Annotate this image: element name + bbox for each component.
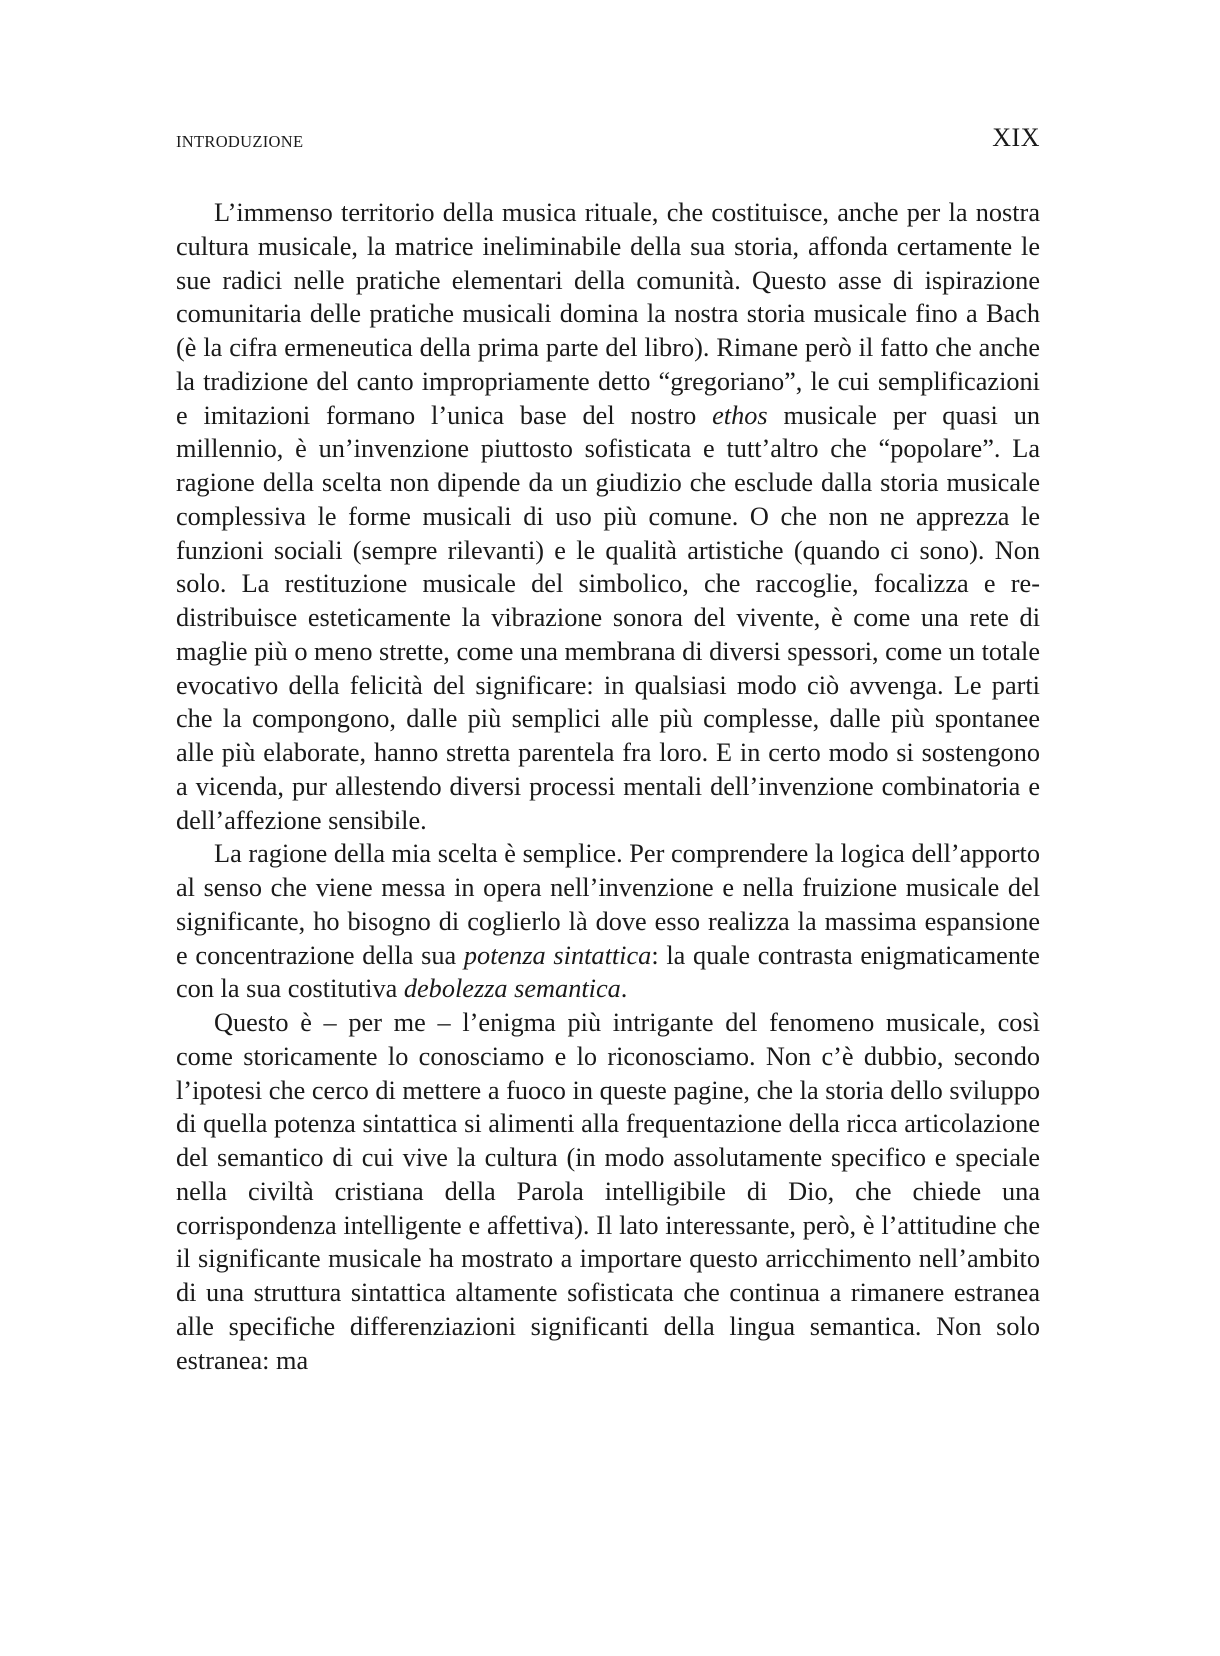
paragraph-1	[176, 196, 1040, 837]
italic-term-debolezza-semantica: debolezza semantica	[403, 974, 621, 1004]
running-head	[176, 122, 1040, 158]
paragraph-3	[176, 1006, 1040, 1377]
book-page	[176, 0, 1040, 1656]
body-text	[176, 196, 1040, 1377]
running-title: INTRODUZIONE	[176, 132, 304, 151]
text-run: musicale per quasi un millennio, è un’invenzione piuttosto sofisticata e tutt’altro che “popolare”. La ragione della scelta non dipende da un giudizio che esclude dalla storia musicale complessiva le forme musicali di uso più comune. O che non ne apprezza le funzioni sociali (sempre rilevanti) e le qualità artistiche (quando ci sono). Non solo. La restituzione musicale del simbolico, che raccoglie, focalizza e redistribuisce esteticamente la vibrazione sonora del vivente, è come una rete di maglie più o meno strette, come una membrana di diversi spessori, come un totale evocativo della felicità del significare: in qualsiasi modo ciò avvenga. Le parti che la compongono, dalle più semplici alle più complesse, dalle più spontanee alle più elaborate, hanno stretta parentela fra loro. E in certo modo si sostengono a vicenda, pur allestendo diversi processi mentali dell’invenzione combinatoria e dell’affezione sensibile.	[176, 400, 1040, 835]
text-run: Questo è – per me – l’enigma più intrigante del fenomeno musicale, così come storicamente lo conosciamo e lo riconosciamo. Non c’è dubbio, secondo l’ipotesi che cerco di mettere a fuoco in queste pagine, che la storia dello sviluppo di quella potenza sintattica si alimenti alla frequentazione della ricca articolazione del semantico di cui vive la cultura (in modo assolutamente specifico e speciale nella civiltà cristiana della Parola intelligibile di Dio, che chiede una corrispondenza intelligente e affettiva). Il lato interessante, però, è l’attitudine che il significante musicale ha mostrato a importare questo arricchimento nell’ambito di una struttura sintattica altamente sofisticata che continua a rimanere estranea alle specifiche differenziazioni significanti della lingua semantica. Non solo estranea: ma	[176, 1008, 1040, 1375]
text-run: L’immenso territorio della musica rituale, che costituisce, anche per la nostra cultura musicale, la matrice ineliminabile della sua storia, affonda certamente le sue radici nelle pratiche elementari della comunità. Questo asse di ispirazione comunitaria delle pratiche musicali domina la nostra storia musicale fino a Bach (è la cifra ermeneutica della prima parte del libro). Rimane però il fatto che anche la tradizione del canto impropriamente detto “gregoriano”, le cui semplificazioni e imitazioni formano l’unica base del nostro	[176, 198, 1040, 430]
text-run: : la quale contrasta enigmaticamente con la sua costitutiva	[176, 940, 1040, 1004]
text-run: .	[620, 974, 628, 1004]
italic-term-potenza-sintattica: potenza sintattica	[463, 940, 652, 970]
page-number: XIX	[992, 123, 1040, 152]
text-run: La ragione della mia scelta è semplice. Per comprendere la logica dell’apporto al senso che viene messa in opera nell’invenzione e nella fruizione musicale del significante, ho bisogno di coglierlo là dove esso realizza la massima espansione e concentrazione della sua	[176, 839, 1040, 970]
paragraph-2	[176, 837, 1040, 1006]
italic-term-ethos: ethos	[712, 400, 768, 430]
